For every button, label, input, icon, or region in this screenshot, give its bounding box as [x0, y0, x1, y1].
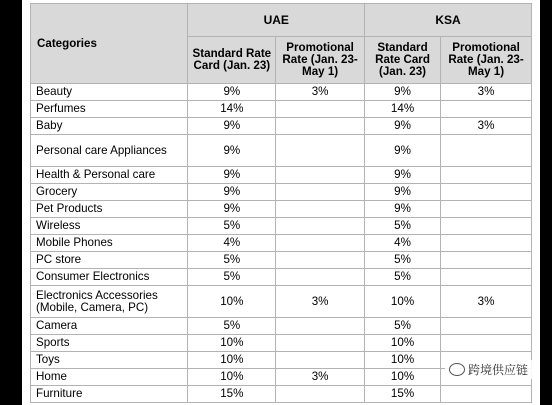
category-cell: Personal care Appliances: [31, 135, 188, 167]
category-cell: Home: [31, 369, 188, 386]
ksa-promo-cell: [441, 184, 532, 201]
ksa-standard-cell: 9%: [364, 201, 440, 218]
ksa-standard-cell: 9%: [364, 167, 440, 184]
ksa-promo-cell: [441, 235, 532, 252]
uae-promo-cell: [276, 218, 365, 235]
uae-promo-cell: [276, 184, 365, 201]
ksa-standard-cell: 4%: [364, 235, 440, 252]
ksa-promo-cell: 3%: [441, 118, 532, 135]
ksa-standard-cell: 15%: [364, 386, 440, 403]
table-row: [31, 218, 532, 235]
uae-standard-cell: 9%: [188, 167, 276, 184]
category-cell: Perfumes: [31, 101, 188, 118]
table-row: [31, 184, 532, 201]
uae-promo-cell: 3%: [276, 84, 365, 101]
uae-promo-cell: [276, 118, 365, 135]
table-row: [31, 318, 532, 335]
uae-promo-cell: [276, 135, 365, 167]
uae-promo-cell: [276, 269, 365, 286]
category-cell: Furniture: [31, 386, 188, 403]
uae-promo-cell: 3%: [276, 286, 365, 318]
table-row: [31, 101, 532, 118]
uae-promo-cell: 3%: [276, 369, 365, 386]
region-header-uae: UAE: [188, 4, 365, 37]
table-row: [31, 235, 532, 252]
category-cell: Electronics Accessories (Mobile, Camera, PC): [31, 286, 188, 318]
uae-standard-cell: 15%: [188, 386, 276, 403]
uae-promo-cell: [276, 386, 365, 403]
table-row: [31, 201, 532, 218]
uae-standard-cell: 5%: [188, 269, 276, 286]
ksa-standard-cell: 9%: [364, 184, 440, 201]
category-cell: Sports: [31, 335, 188, 352]
ksa-standard-cell: 10%: [364, 286, 440, 318]
uae-standard-cell: 5%: [188, 318, 276, 335]
uae-standard-cell: 10%: [188, 335, 276, 352]
ksa-standard-cell: 10%: [364, 369, 440, 386]
uae-standard-cell: 4%: [188, 235, 276, 252]
document-sheet: [22, 0, 540, 405]
ksa-standard-cell: 9%: [364, 118, 440, 135]
uae-standard-cell: 9%: [188, 135, 276, 167]
table-row: [31, 84, 532, 101]
wechat-icon: [449, 363, 465, 376]
uae-standard-cell: 5%: [188, 218, 276, 235]
ksa-promo-cell: [441, 386, 532, 403]
category-cell: Consumer Electronics: [31, 269, 188, 286]
ksa-promo-cell: 3%: [441, 84, 532, 101]
uae-promo-cell: [276, 235, 365, 252]
uae-standard-cell: 9%: [188, 84, 276, 101]
uae-promo-cell: [276, 101, 365, 118]
category-cell: Grocery: [31, 184, 188, 201]
table-row: [31, 167, 532, 184]
uae-promo-cell: [276, 252, 365, 269]
table-row: [31, 286, 532, 318]
ksa-promo-cell: [441, 335, 532, 352]
ksa-promo-cell: [441, 201, 532, 218]
watermark-text: 跨境供应链: [467, 363, 528, 377]
ksa-standard-cell: 10%: [364, 335, 440, 352]
ksa-promo-header: Promotional Rate (Jan. 23-May 1): [441, 37, 532, 84]
uae-standard-cell: 10%: [188, 286, 276, 318]
uae-standard-cell: 10%: [188, 352, 276, 369]
uae-standard-header: Standard Rate Card (Jan. 23): [188, 37, 276, 84]
ksa-promo-cell: 3%: [441, 286, 532, 318]
ksa-standard-cell: 9%: [364, 135, 440, 167]
uae-promo-header: Promotional Rate (Jan. 23-May 1): [276, 37, 365, 84]
uae-promo-cell: [276, 167, 365, 184]
region-header-ksa: KSA: [364, 4, 531, 37]
uae-promo-cell: [276, 335, 365, 352]
ksa-promo-cell: [441, 218, 532, 235]
uae-standard-cell: 5%: [188, 252, 276, 269]
category-cell: Pet Products: [31, 201, 188, 218]
watermark: [445, 360, 532, 379]
category-cell: Toys: [31, 352, 188, 369]
category-cell: Mobile Phones: [31, 235, 188, 252]
uae-standard-cell: 9%: [188, 184, 276, 201]
table-row: [31, 135, 532, 167]
uae-promo-cell: [276, 318, 365, 335]
table-row: [31, 269, 532, 286]
categories-header: Categories: [31, 4, 188, 84]
table-row: [31, 252, 532, 269]
ksa-promo-cell: [441, 135, 532, 167]
ksa-standard-cell: 5%: [364, 318, 440, 335]
category-cell: Health & Personal care: [31, 167, 188, 184]
ksa-standard-cell: 14%: [364, 101, 440, 118]
uae-standard-cell: 9%: [188, 201, 276, 218]
table-row: [31, 386, 532, 403]
ksa-promo-cell: [441, 101, 532, 118]
category-cell: PC store: [31, 252, 188, 269]
ksa-standard-cell: 5%: [364, 252, 440, 269]
ksa-standard-header: Standard Rate Card (Jan. 23): [364, 37, 440, 84]
ksa-promo-cell: [441, 269, 532, 286]
uae-promo-cell: [276, 352, 365, 369]
ksa-standard-cell: 5%: [364, 218, 440, 235]
category-cell: Wireless: [31, 218, 188, 235]
ksa-promo-cell: [441, 167, 532, 184]
uae-standard-cell: 9%: [188, 118, 276, 135]
ksa-standard-cell: 10%: [364, 352, 440, 369]
ksa-promo-cell: [441, 252, 532, 269]
ksa-standard-cell: 5%: [364, 269, 440, 286]
category-cell: Beauty: [31, 84, 188, 101]
rate-table: [30, 3, 532, 403]
uae-standard-cell: 10%: [188, 369, 276, 386]
category-cell: Baby: [31, 118, 188, 135]
uae-standard-cell: 14%: [188, 101, 276, 118]
ksa-promo-cell: [441, 318, 532, 335]
category-cell: Camera: [31, 318, 188, 335]
uae-promo-cell: [276, 201, 365, 218]
table-row: [31, 335, 532, 352]
table-row: [31, 118, 532, 135]
ksa-standard-cell: 9%: [364, 84, 440, 101]
